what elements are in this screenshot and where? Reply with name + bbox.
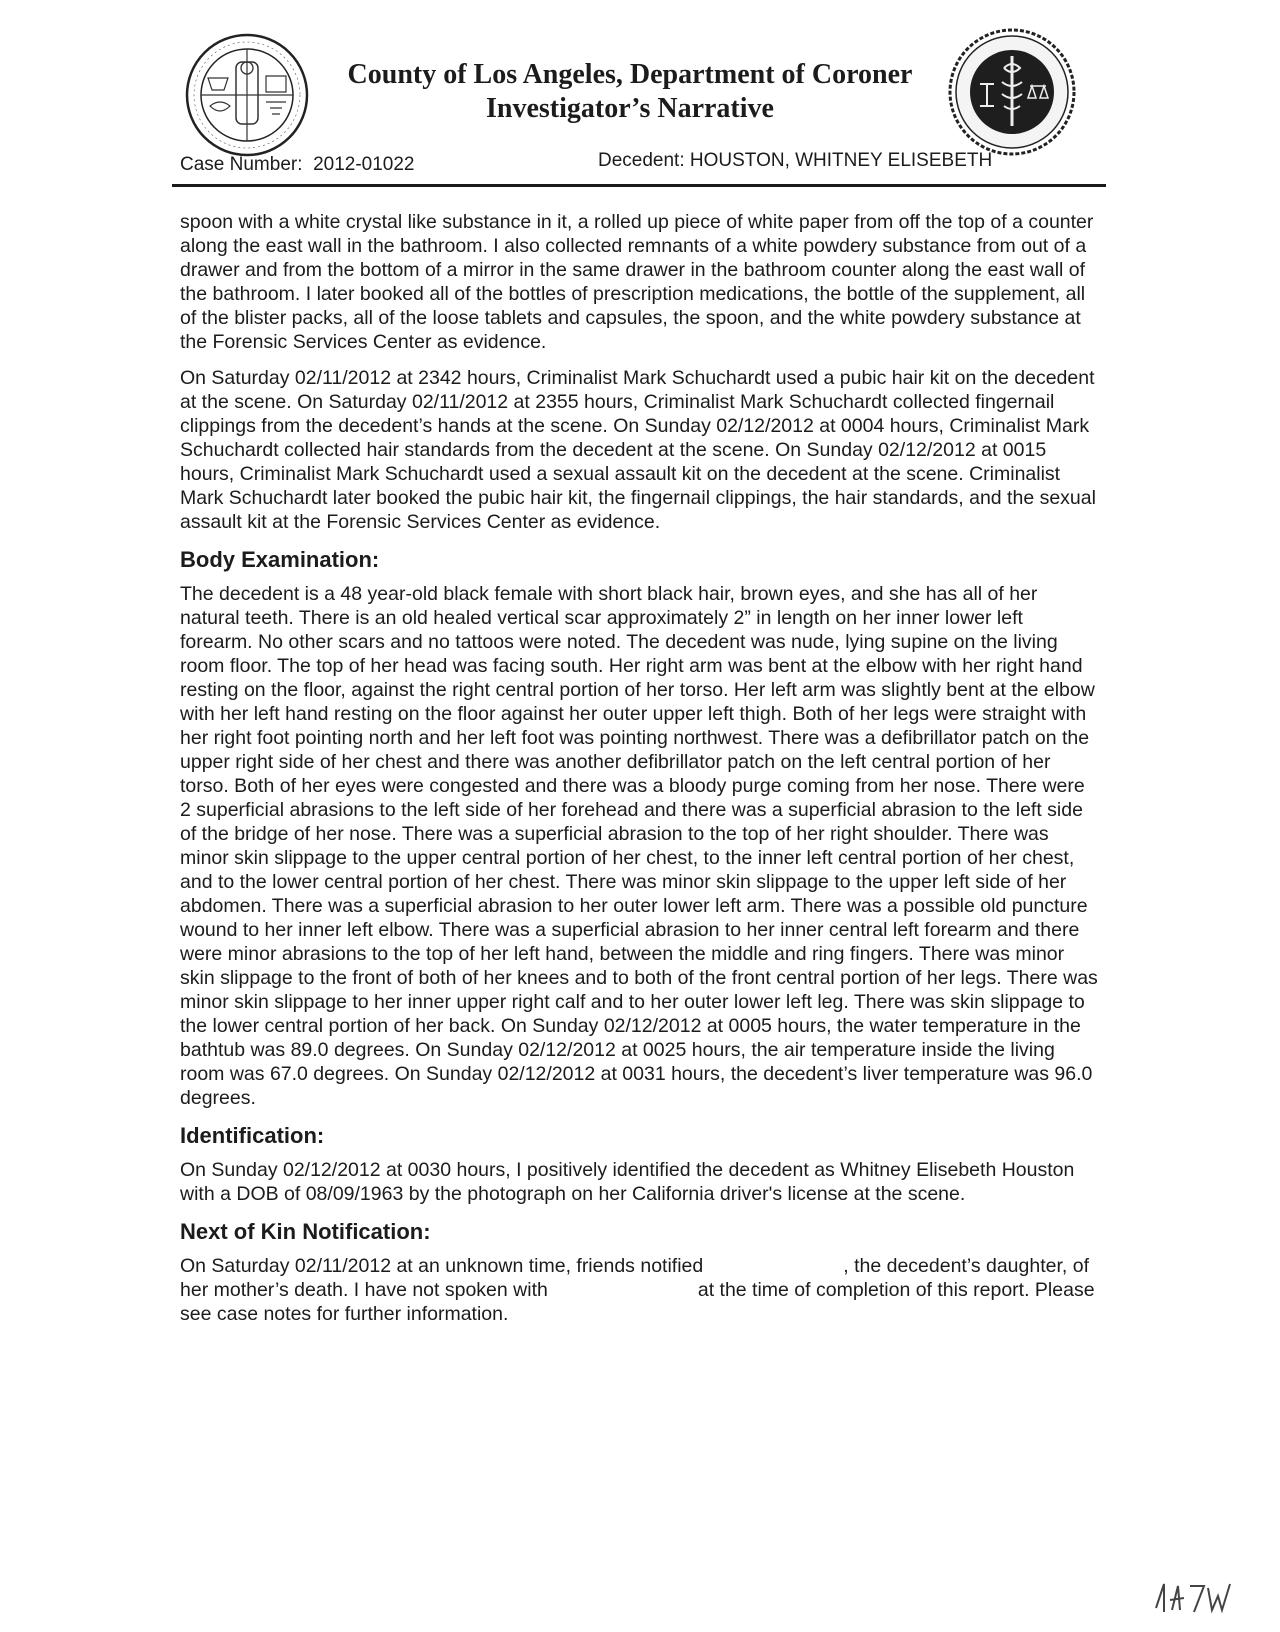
coroner-seal-icon: [946, 26, 1078, 158]
narrative-body: [180, 210, 1100, 1338]
case-info-row: [180, 150, 1100, 180]
next-of-kin-heading: Next of Kin Notification:: [180, 1219, 431, 1244]
decedent-label: Decedent:: [598, 150, 685, 171]
decedent-info: [598, 150, 992, 172]
nok-text-part-3: at the time of completion of this report. Please see case notes for further information.: [180, 1279, 1095, 1325]
title-line-1: County of Los Angeles, Department of Coroner: [347, 59, 913, 90]
identification-heading: Identification:: [180, 1123, 325, 1148]
document-title: [300, 58, 960, 126]
decedent-name: HOUSTON, WHITNEY ELISEBETH: [689, 150, 993, 171]
county-seal-icon: [184, 32, 310, 158]
body-examination-paragraph: The decedent is a 48 year-old black female with short black hair, brown eyes, and she has all of her natural teeth. There is an old healed vertical scar approximately 2” in length on her inner lower left forearm. No other scars and no tattoos were noted. The decedent was nude, lying supine on the living room floor. The top of her head was facing south. Her right arm was bent at the elbow with her right hand resting on the floor, against the right central portion of her torso. Her left arm was slightly bent at the elbow with her left hand resting on the floor against her outer upper left thigh. Both of her legs were straight with her right foot pointing north and her left foot was pointing northwest. There was a defibrillator patch on the upper right side of her chest and there was another defibrillator patch on the left central portion of her torso. Both of her eyes were congested and there was a bloody purge coming from her nose. There were 2 superficial abrasions to the left side of her forehead and there was a superficial abrasion to the left side of the bridge of her nose. There was a superficial abrasion to the top of her right shoulder. There was minor skin slippage to the upper central portion of her chest, to the inner left central portion of her chest, and to the lower central portion of her chest. There was minor skin slippage to the upper left side of her abdomen. There was a superficial abrasion to her outer lower left arm. There was a possible old puncture wound to her inner left elbow. There was a superficial abrasion to her inner central left forearm and there were minor abrasions to the top of her left hand, between the middle and ring fingers. There was minor skin slippage to the front of both of her knees and to both of the front central portion of her legs. There was minor skin slippage to her inner upper right calf and to her outer lower left leg. There was skin slippage to the lower central portion of her back. On Sunday 02/12/2012 at 0005 hours, the water temperature in the bathtub was 89.0 degrees. On Sunday 02/12/2012 at 0025 hours, the air temperature inside the living room was 67.0 degrees. On Sunday 02/12/2012 at 0031 hours, the decedent’s liver temperature was 96.0 degrees.: [180, 583, 1098, 1109]
case-number-value: 2012-01022: [313, 154, 415, 175]
case-number: [180, 154, 415, 176]
body-examination-heading: Body Examination:: [180, 547, 380, 572]
case-number-label: Case Number:: [180, 154, 303, 175]
title-line-2: Investigator’s Narrative: [486, 93, 774, 124]
nok-text-part-2: , the decedent’s daughter, of her mother’s death. I have not spoken with: [180, 1255, 1089, 1301]
nok-text-part-1: On Saturday 02/11/2012 at an unknown time, friends notified: [180, 1255, 704, 1277]
identification-paragraph: On Sunday 02/12/2012 at 0030 hours, I positively identified the decedent as Whitney Elisebeth Houston with a DOB of 08/09/1963 by the photograph on her California driver's license at the scene.: [180, 1159, 1075, 1205]
handwritten-initials: [1150, 1574, 1240, 1616]
criminalist-paragraph: On Saturday 02/11/2012 at 2342 hours, Criminalist Mark Schuchardt used a pubic hair kit on the decedent at the scene. On Saturday 02/11/2012 at 2355 hours, Criminalist Mark Schuchardt collected fingernail clippings from the decedent’s hands at the scene. On Sunday 02/12/2012 at 0004 hours, Criminalist Mark Schuchardt collected hair standards from the decedent at the scene. On Sunday 02/12/2012 at 0015 hours, Criminalist Mark Schuchardt used a sexual assault kit on the decedent at the scene. Criminalist Mark Schuchardt later booked the pubic hair kit, the fingernail clippings, the hair standards, and the sexual assault kit at the Forensic Services Center as evidence.: [180, 367, 1096, 533]
header-divider: [172, 184, 1106, 187]
evidence-paragraph: spoon with a white crystal like substance in it, a rolled up piece of white paper from off the top of a counter along the east wall in the bathroom. I also collected remnants of a white powdery substance from out of a drawer and from the bottom of a mirror in the same drawer in the bathroom counter along the east wall of the bathroom. I later booked all of the bottles of prescription medications, the bottle of the supplement, all of the blister packs, all of the loose tablets and capsules, the spoon, and the white powdery substance at the Forensic Services Center as evidence.: [180, 211, 1094, 353]
next-of-kin-paragraph: [180, 1254, 1100, 1326]
